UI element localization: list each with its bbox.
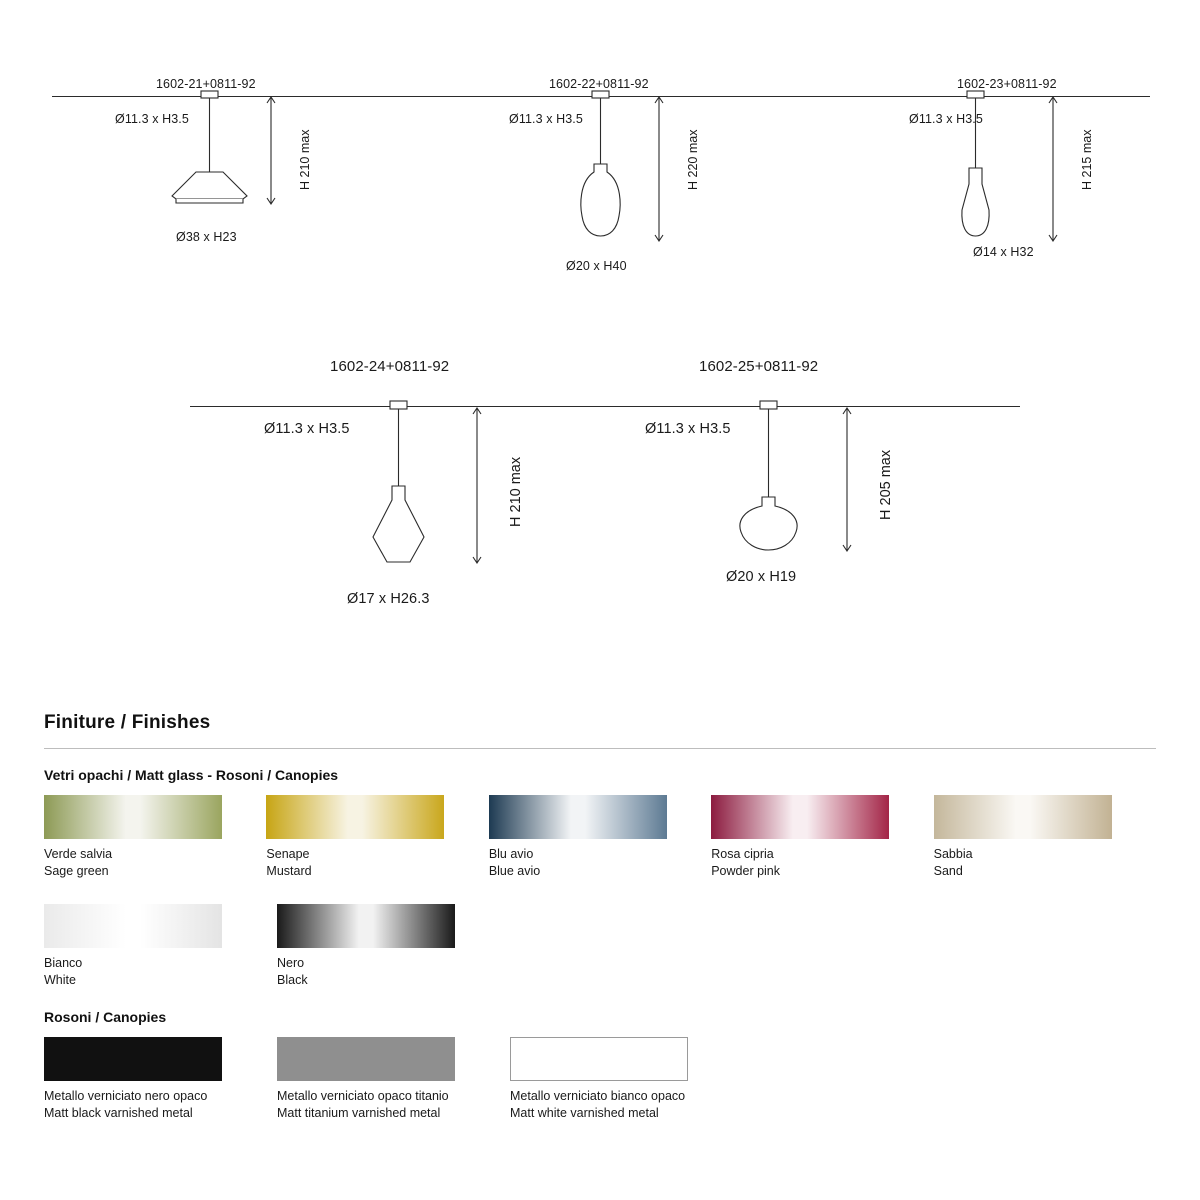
swatch-name-en-senape: Mustard	[266, 864, 312, 878]
swatch-name-en-nero: Black	[277, 973, 308, 987]
canopy-dimension-1602-25: Ø11.3 x H3.5	[645, 421, 731, 437]
swatch-caption-sabbia	[934, 846, 1155, 880]
swatch-metallo-titanio	[277, 1037, 455, 1081]
swatch-cell-bianco	[44, 904, 276, 989]
ceiling-line-top	[52, 96, 1150, 97]
swatch-name-it-verde-salvia: Verde salvia	[44, 847, 113, 861]
matt-glass-row-1	[44, 795, 1156, 880]
swatch-caption-bianco-opaco	[510, 1088, 742, 1122]
product-code-1602-21: 1602-21+0811-92	[156, 77, 256, 91]
swatch-metallo-nero-opaco	[44, 1037, 222, 1081]
swatch-cell-bianco-opaco	[510, 1037, 742, 1122]
swatch-sabbia	[934, 795, 1112, 839]
canopy-name-it-titanio: Metallo verniciato opaco titanio	[277, 1089, 449, 1103]
canopy-name-en-bianco-opaco: Matt white varnished metal	[510, 1106, 659, 1120]
swatch-nero	[277, 904, 455, 948]
shade-dimension-1602-22: Ø20 x H40	[566, 259, 627, 273]
canopy-dimension-1602-24: Ø11.3 x H3.5	[264, 421, 350, 437]
swatch-name-it-senape: Senape	[266, 847, 310, 861]
canopy-dimension-1602-22: Ø11.3 x H3.5	[509, 112, 583, 126]
swatch-verde-salvia	[44, 795, 222, 839]
ceiling-line-bottom	[190, 406, 1020, 407]
swatch-caption-verde-salvia	[44, 846, 265, 880]
swatch-name-en-sabbia: Sand	[933, 864, 963, 878]
swatch-cell-nero	[277, 904, 509, 989]
swatch-cell-blu-avio	[489, 795, 710, 880]
finishes-title: Finiture / Finishes	[44, 712, 211, 733]
swatch-name-en-verde-salvia: Sage green	[44, 864, 109, 878]
product-code-1602-25: 1602-25+0811-92	[699, 358, 819, 375]
swatch-caption-senape	[266, 846, 487, 880]
swatch-cell-sabbia	[934, 795, 1155, 880]
swatch-caption-nero-opaco	[44, 1088, 276, 1122]
matt-glass-row-2	[44, 904, 1156, 989]
swatch-cell-verde-salvia	[44, 795, 265, 880]
swatch-cell-rosa-cipria	[711, 795, 932, 880]
canopies-row	[44, 1037, 1156, 1122]
canopy-name-it-bianco-opaco: Metallo verniciato bianco opaco	[510, 1089, 686, 1103]
swatch-caption-titanio	[277, 1088, 509, 1122]
swatch-name-en-blu-avio: Blue avio	[488, 864, 541, 878]
shade-dimension-1602-21: Ø38 x H23	[176, 230, 237, 244]
swatch-cell-senape	[266, 795, 487, 880]
shade-dimension-1602-24: Ø17 x H26.3	[347, 591, 430, 607]
swatch-rosa-cipria	[711, 795, 889, 839]
product-code-1602-22: 1602-22+0811-92	[549, 77, 649, 91]
swatch-cell-nero-opaco	[44, 1037, 276, 1122]
spacer	[44, 886, 1156, 904]
canopy-name-en-titanio: Matt titanium varnished metal	[277, 1106, 441, 1120]
canopy-dimension-1602-21: Ø11.3 x H3.5	[115, 112, 189, 126]
product-code-1602-23: 1602-23+0811-92	[957, 77, 1057, 91]
canopy-dimension-1602-23: Ø11.3 x H3.5	[909, 112, 983, 126]
swatch-name-en-bianco: White	[44, 973, 76, 987]
height-label-1602-23: H 215 max	[1080, 129, 1094, 190]
swatch-name-it-sabbia: Sabbia	[933, 847, 973, 861]
shade-dimension-1602-25: Ø20 x H19	[726, 569, 797, 585]
swatch-name-it-rosa-cipria: Rosa cipria	[711, 847, 774, 861]
shade-dimension-1602-23: Ø14 x H32	[973, 245, 1034, 259]
canopies-section-title: Rosoni / Canopies	[44, 1009, 167, 1025]
swatch-caption-nero	[277, 955, 509, 989]
divider	[44, 748, 1156, 749]
height-label-1602-22: H 220 max	[686, 129, 700, 190]
swatch-name-it-nero: Nero	[277, 956, 305, 970]
finishes-section	[44, 712, 1156, 1128]
swatch-senape	[266, 795, 444, 839]
matt-glass-section-title: Vetri opachi / Matt glass - Rosoni / Canopies	[44, 767, 339, 783]
swatch-metallo-bianco-opaco	[510, 1037, 688, 1081]
swatch-name-it-bianco: Bianco	[44, 956, 83, 970]
swatch-caption-bianco	[44, 955, 276, 989]
canopy-name-it-nero-opaco: Metallo verniciato nero opaco	[44, 1089, 208, 1103]
height-label-1602-24: H 210 max	[508, 456, 524, 527]
swatch-bianco	[44, 904, 222, 948]
canopy-name-en-nero-opaco: Matt black varnished metal	[44, 1106, 193, 1120]
swatch-name-it-blu-avio: Blu avio	[488, 847, 534, 861]
swatch-blu-avio	[489, 795, 667, 839]
swatch-caption-blu-avio	[489, 846, 710, 880]
swatch-name-en-rosa-cipria: Powder pink	[711, 864, 781, 878]
swatch-caption-rosa-cipria	[711, 846, 932, 880]
height-label-1602-25: H 205 max	[878, 449, 894, 520]
swatch-cell-titanio	[277, 1037, 509, 1122]
product-code-1602-24: 1602-24+0811-92	[330, 358, 450, 375]
height-label-1602-21: H 210 max	[298, 129, 312, 190]
